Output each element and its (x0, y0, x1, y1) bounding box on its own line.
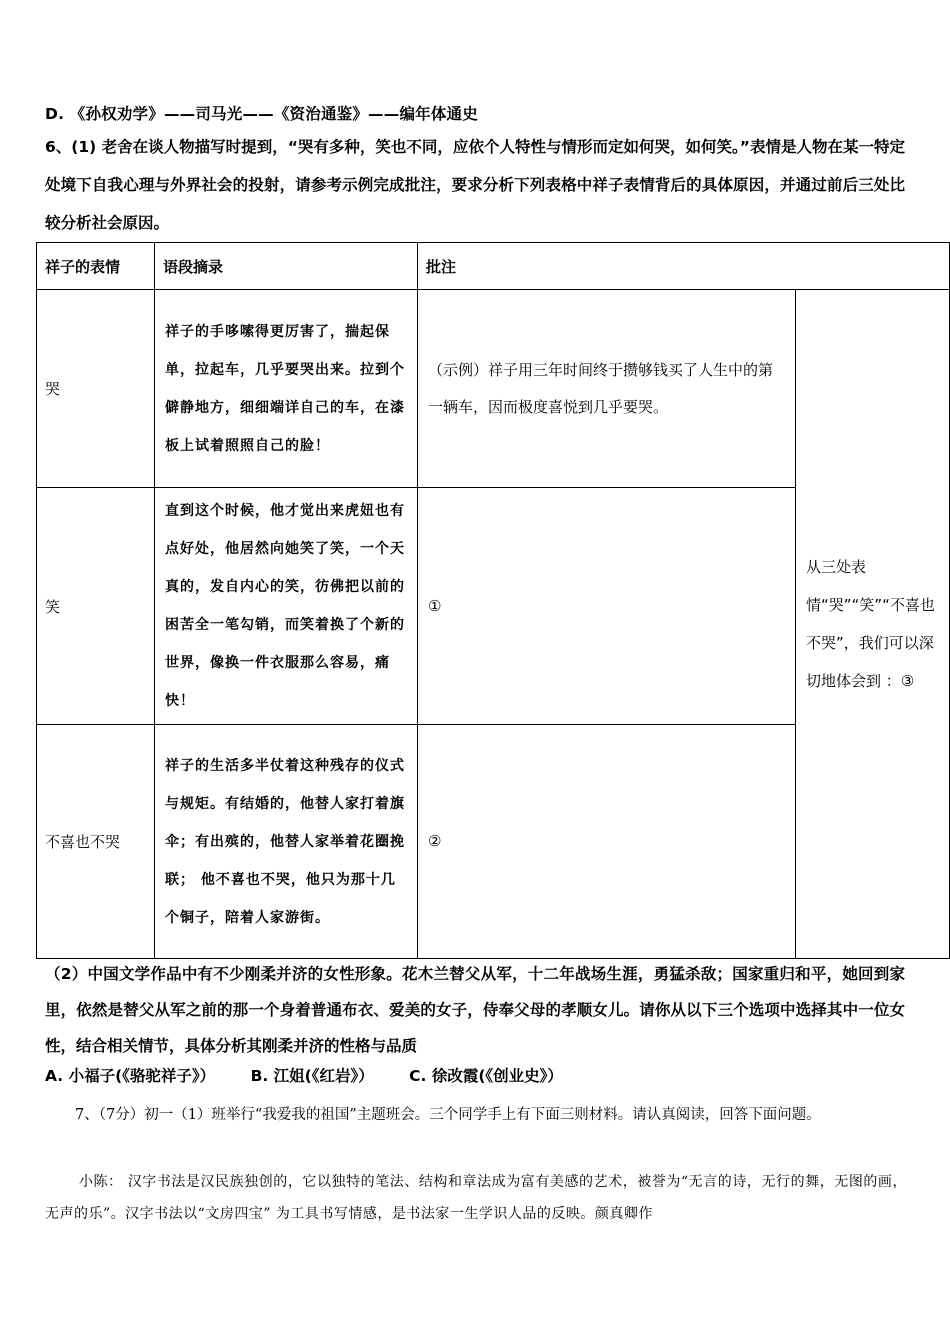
question-6-part-2: （2）中国文学作品中有不少刚柔并济的女性形象。花木兰替父从军，十二年战场生涯，勇猛杀敌；国家重归和平，她回到家里，依然是替父从军之前的那一个身着普通布衣、爱美的女子，侍奉父母的孝顺女儿。请你从以下三个选项中选择其中一位女性，结合相关情节，具体分析其刚柔并济的性格与品质 (45, 965, 905, 1055)
option-d: D. 《孙权劝学》——司马光——《资治通鉴》——编年体通史 (45, 105, 478, 123)
row-excerpt: 祥子的生活多半仗着这种残存的仪式与规矩。有结婚的，他替人家打着旗伞；有出殡的，他替人家举着花圈挽联； 他不喜也不哭，他只为那十几个铜子，陪着人家游街。 (155, 725, 418, 959)
row-label: 笑 (37, 488, 155, 725)
row-label: 哭 (37, 290, 155, 488)
table-row (37, 290, 950, 488)
row-note: ② (418, 725, 796, 959)
row-label: 不喜也不哭 (37, 725, 155, 959)
option-c: C. 徐改霞(《创业史》） (409, 1067, 563, 1085)
row-excerpt: 直到这个时候，他才觉出来虎妞也有点好处，他居然向她笑了笑，一个天真的，发自内心的笑，彷佛把以前的困苦全一笔勾销，而笑着换了个新的世界，像换一件衣服那么容易，痛快！ (155, 488, 418, 725)
merged-summary-note: 从三处表情“哭”“笑”“不喜也不哭”，我们可以深切地体会到 ：③ (796, 290, 950, 959)
header-note: 批注 (418, 243, 950, 290)
expression-table (36, 242, 950, 959)
answer-options (45, 1064, 593, 1086)
table-header-row (37, 243, 950, 290)
row-note: （示例）祥子用三年时间终于攒够钱买了人生中的第一辆车，因而极度喜悦到几乎要哭。 (418, 290, 796, 488)
option-b: B. 江姐(《红岩》） (250, 1067, 374, 1085)
header-expression: 祥子的表情 (37, 243, 155, 290)
row-note: ① (418, 488, 796, 725)
question-6-intro: 6、(1) 老舍在谈人物描写时提到，“哭有多种，笑也不同，应依个人特性与情形而定如何哭，如何笑。”表情是人物在某一特定处境下自我心理与外界社会的投射，请参考示例完成批注，要求分析下列表格中祥子表情背后的具体原因，并通过前后三处比较分析社会原因。 (45, 138, 905, 232)
question-7-intro: 7、（7分）初一（1）班举行“我爱我的祖国”主题班会。三个同学手上有下面三则材料。请认真阅读，回答下面问题。 (75, 1107, 821, 1123)
option-a: A. 小福子(《骆驼祥子》） (45, 1067, 216, 1085)
question-7-material: 小陈： 汉字书法是汉民族独创的，它以独特的笔法、结构和章法成为富有美感的艺术，被誉为“无言的诗，无行的舞，无图的画，无声的乐”。汉字书法以“文房四宝” 为工具书写情感，是书法家一生学识人品的反映。颜真卿作 (45, 1174, 907, 1222)
header-excerpt: 语段摘录 (155, 243, 418, 290)
row-excerpt: 祥子的手哆嗦得更厉害了，揣起保单，拉起车，几乎要哭出来。拉到个僻静地方，细细端详自己的车，在漆板上试着照照自己的脸！ (155, 290, 418, 488)
